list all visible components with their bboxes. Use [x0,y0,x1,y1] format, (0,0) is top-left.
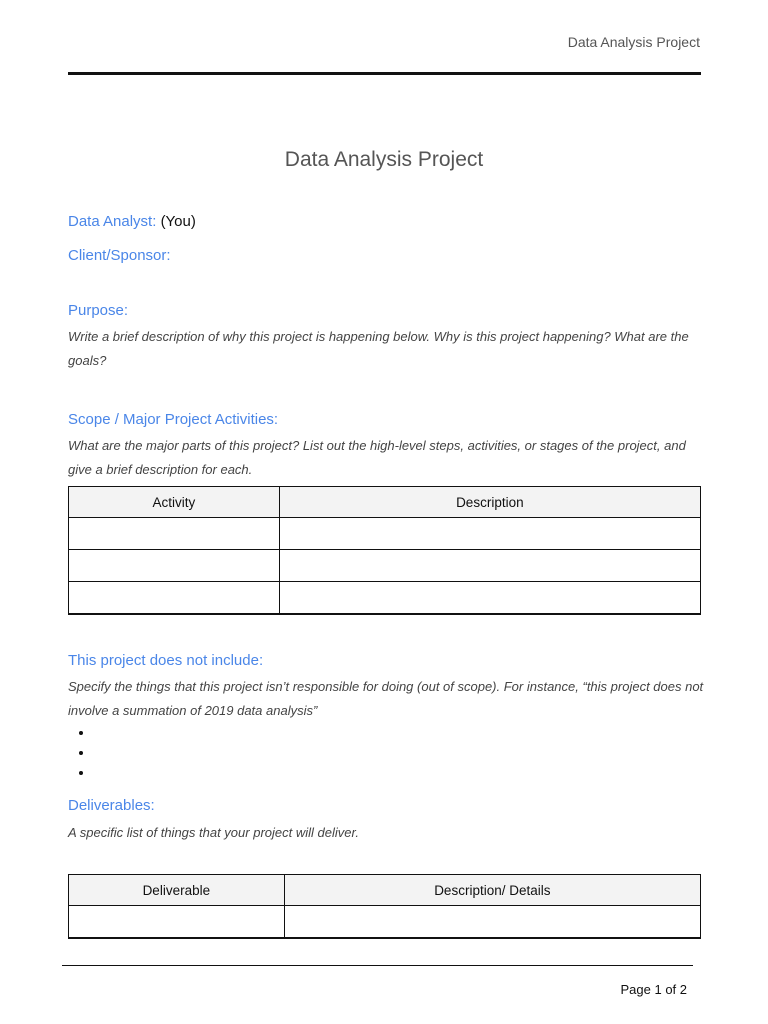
client-sponsor-label: Client/Sponsor: [68,247,171,264]
exclusions-instruction: Specify the things that this project isn’t responsible for doing (out of scope). For instance, “this project does not involve a summation of 2019 data analysis” [68,679,704,718]
activity-cell[interactable] [69,518,280,550]
details-column-header: Description/ Details [284,875,700,906]
description-cell[interactable] [279,518,700,550]
purpose-heading: Purpose: [68,302,129,319]
deliverable-cell[interactable] [69,906,285,939]
page-number: Page 1 of 2 [620,982,687,997]
deliverable-column-header: Deliverable [69,875,285,906]
exclusions-heading: This project does not include: [68,652,264,669]
table-row [69,582,701,615]
deliverables-table [68,874,701,939]
data-analyst-label: Data Analyst: [68,213,157,230]
exclusions-list [68,724,94,784]
description-cell[interactable] [279,582,700,615]
activities-table [68,486,701,615]
activity-cell[interactable] [69,550,280,582]
data-analyst-field [68,213,196,230]
details-cell[interactable] [284,906,700,939]
scope-instruction: What are the major parts of this project? List out the high-level steps, activities, or stages of the project, and give a brief description for each. [68,438,686,477]
client-sponsor-field [68,247,171,264]
activity-column-header: Activity [69,487,280,518]
header-divider [68,72,701,75]
deliverables-heading: Deliverables: [68,797,155,814]
document-title: Data Analysis Project [284,148,484,171]
table-header-row [69,875,701,906]
table-header-row [69,487,701,518]
description-cell[interactable] [279,550,700,582]
footer-divider [62,965,693,966]
activity-cell[interactable] [69,582,280,615]
table-row [69,518,701,550]
table-row [69,906,701,939]
deliverables-instruction: A specific list of things that your project will deliver. [68,825,359,840]
header-title: Data Analysis Project [567,34,700,50]
table-row [69,550,701,582]
purpose-instruction: Write a brief description of why this project is happening below. Why is this project happening? What are the goals? [68,329,689,368]
data-analyst-value[interactable]: (You) [160,213,196,230]
scope-heading: Scope / Major Project Activities: [68,411,279,428]
description-column-header: Description [279,487,700,518]
